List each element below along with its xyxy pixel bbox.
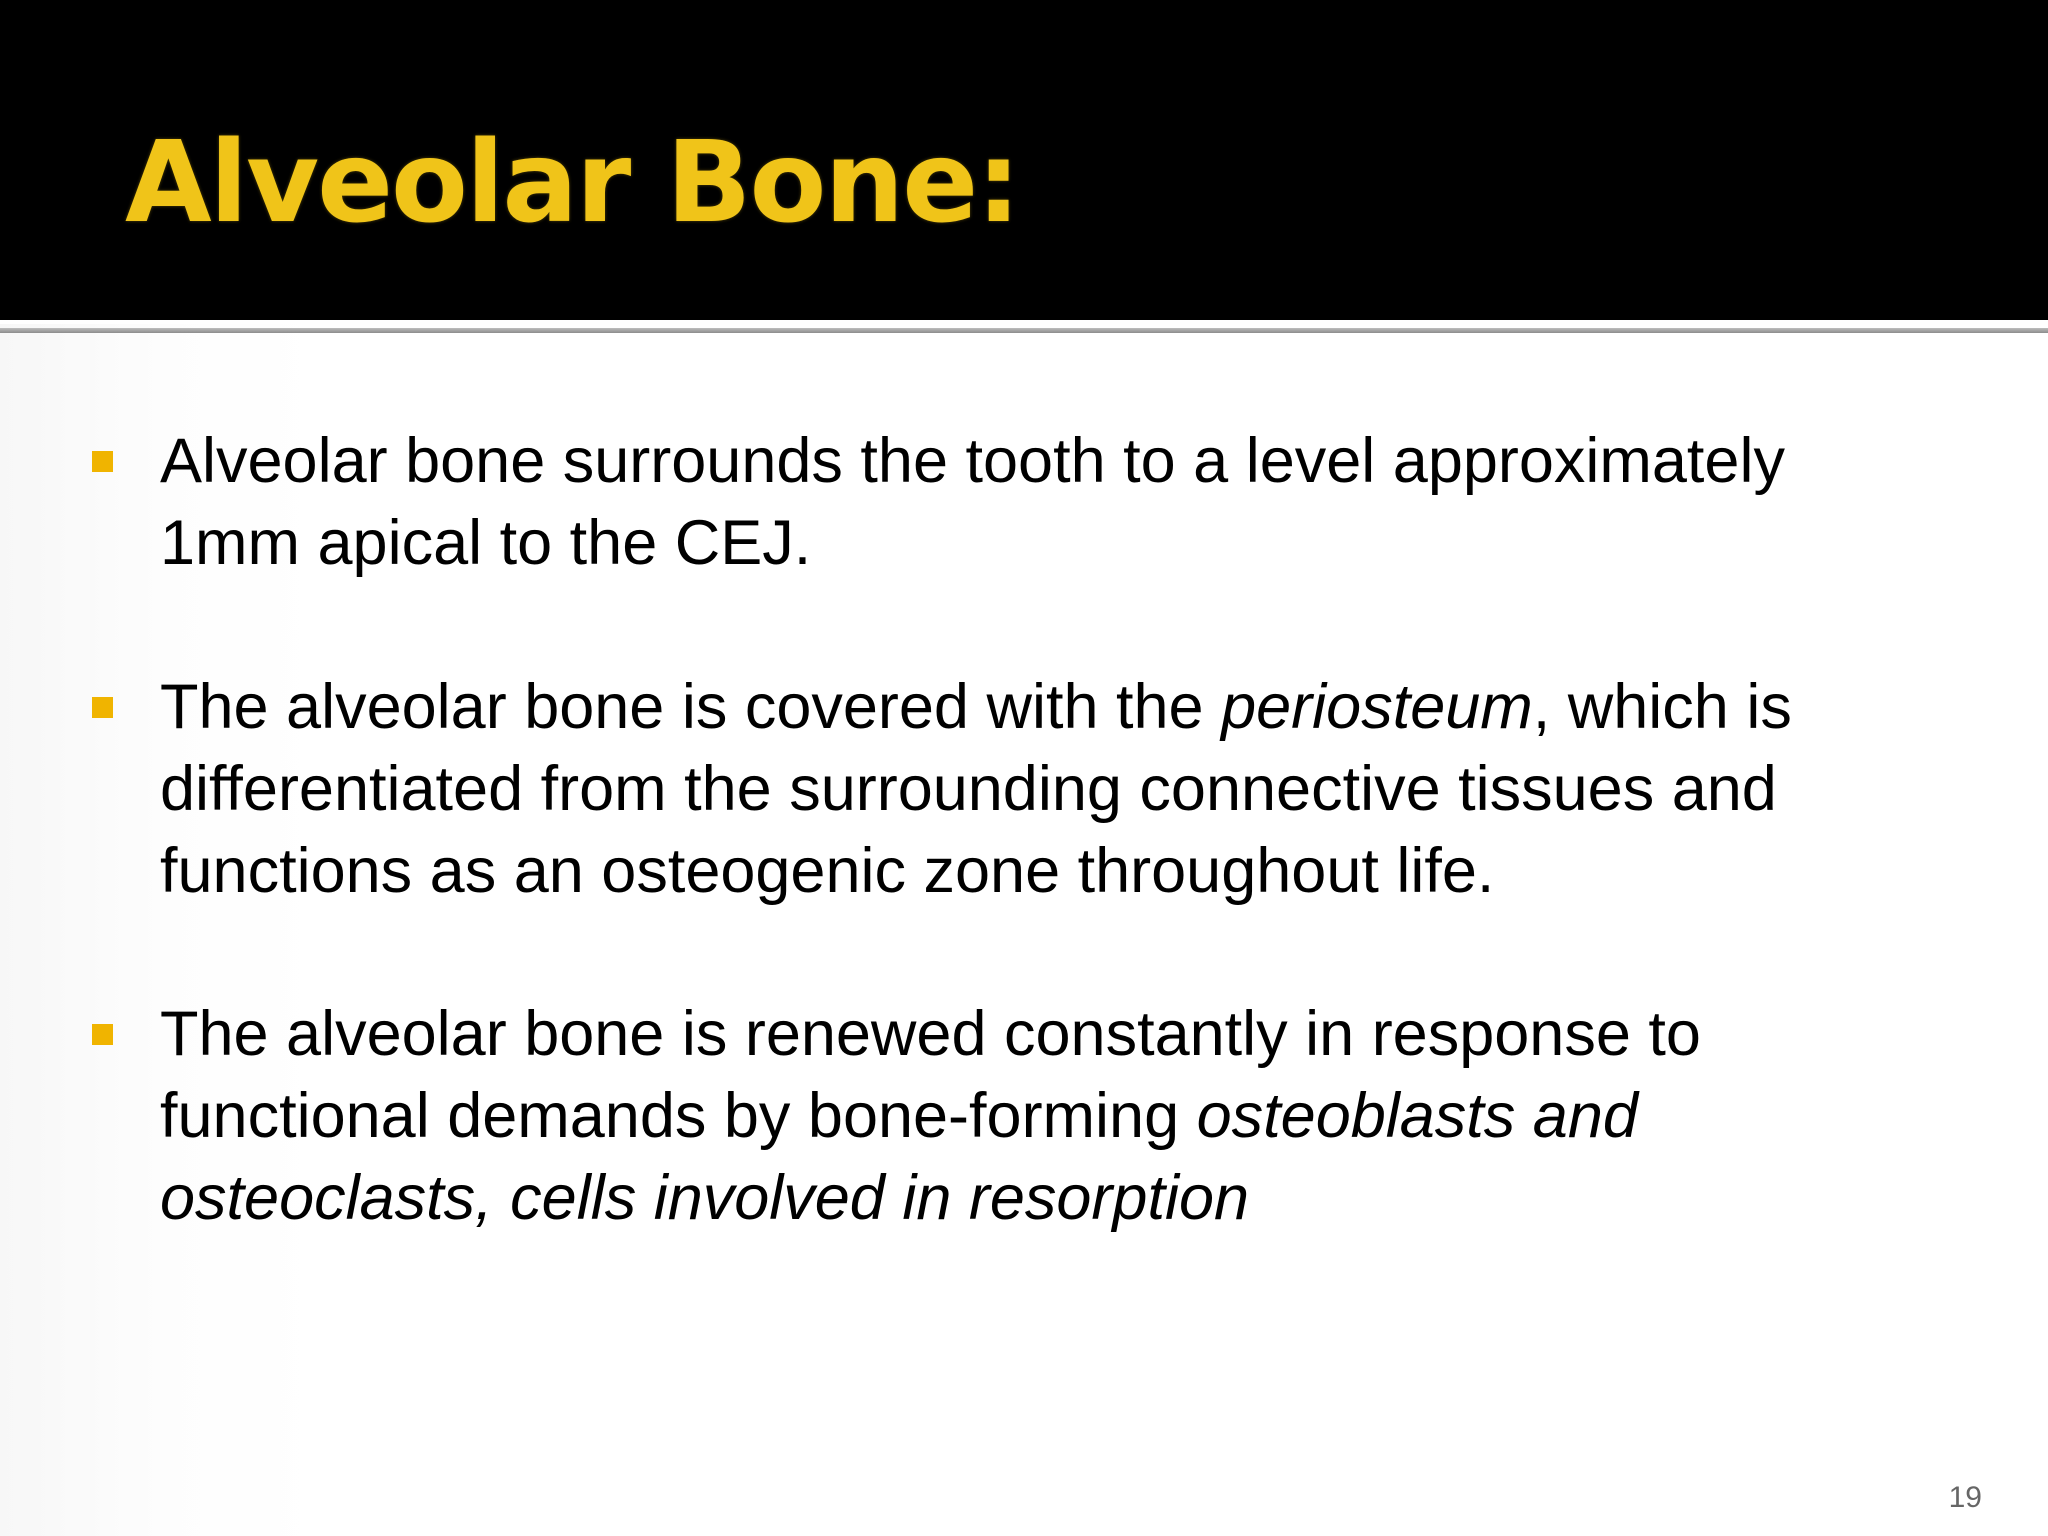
bullet-2-line-2: differentiated from the surrounding connective tissues and (160, 754, 1777, 824)
square-bullet-icon (92, 1024, 113, 1045)
bullet-3-line-2-before: functional demands by bone-forming (160, 1081, 1197, 1151)
bullet-item-periosteum (160, 666, 1860, 912)
square-bullet-icon (92, 697, 113, 718)
bullet-1-line-1: Alveolar bone surrounds the tooth to a level approximately (160, 426, 1785, 496)
bullet-3-osteoclasts-emphasis: osteoclasts, cells involved in resorption (160, 1163, 1250, 1233)
bullet-2-periosteum-emphasis: periosteum (1221, 672, 1533, 742)
bullet-2-line-1-before: The alveolar bone is covered with the (160, 672, 1222, 742)
bullet-2-line-1-after: , which is (1532, 672, 1792, 742)
bullet-item-bone-renewal (160, 993, 1860, 1239)
bullet-2-line-3: functions as an osteogenic zone throughout life. (160, 836, 1495, 906)
bullet-1-line-2: 1mm apical to the CEJ. (160, 508, 812, 578)
bullet-3-line-1: The alveolar bone is renewed constantly in response to (160, 999, 1701, 1069)
bullet-item-alveolar-level (160, 420, 1860, 584)
square-bullet-icon (92, 451, 113, 472)
bullet-3-osteoblasts-emphasis: osteoblasts and (1196, 1081, 1638, 1151)
page-number: 19 (1948, 1481, 1982, 1514)
slide-title: Alveolar Bone: (125, 118, 1019, 248)
